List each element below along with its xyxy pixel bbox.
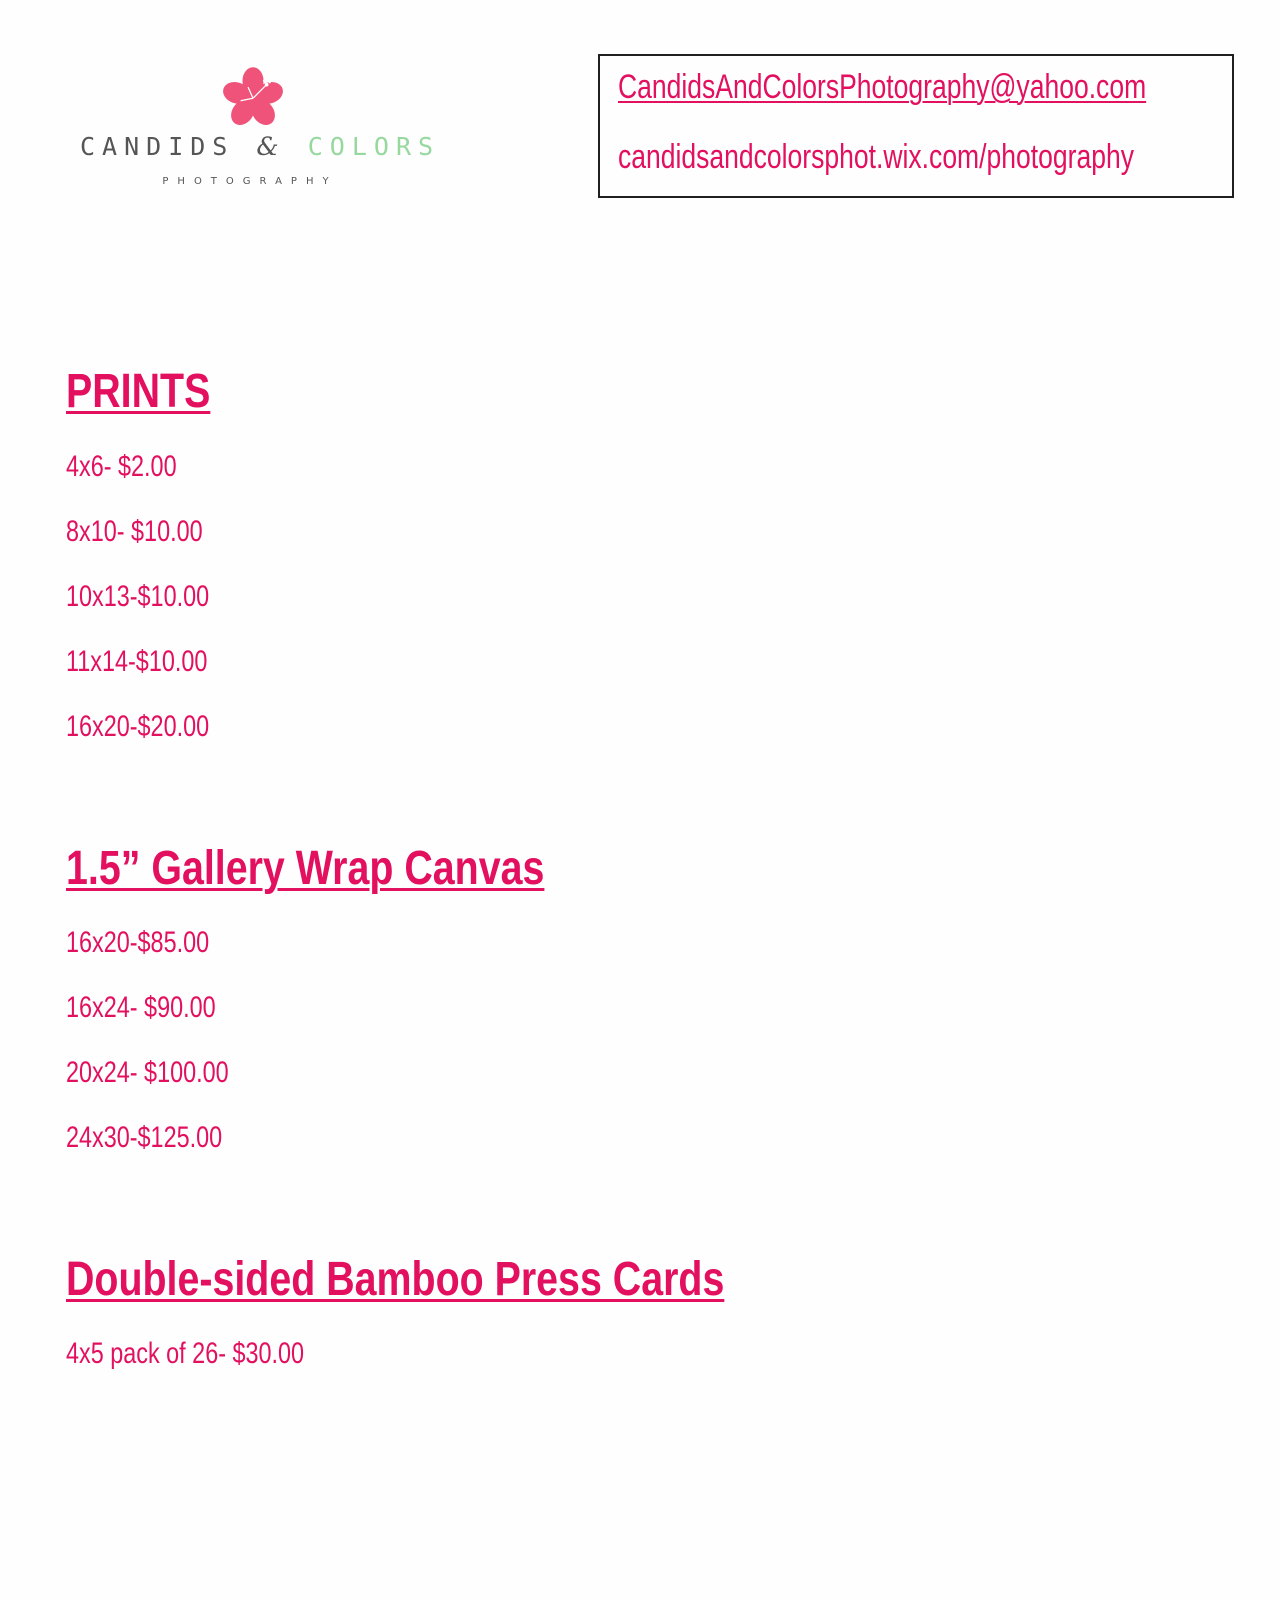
price-item: 16x20-$20.00	[66, 710, 210, 743]
contact-box	[598, 54, 1234, 198]
brand-logo	[80, 40, 441, 240]
price-item: 16x24- $90.00	[66, 991, 216, 1024]
contact-email-link[interactable]: CandidsAndColorsPhotography@yahoo.com	[618, 68, 1147, 106]
price-item: 4x6- $2.00	[66, 450, 177, 483]
hibiscus-icon	[222, 66, 284, 128]
section-heading-prints: PRINTS	[66, 365, 211, 418]
price-item: 10x13-$10.00	[66, 580, 210, 613]
section-heading-press-cards: Double-sided Bamboo Press Cards	[66, 1253, 725, 1306]
price-item: 4x5 pack of 26- $30.00	[66, 1337, 305, 1370]
price-item: 24x30-$125.00	[66, 1121, 223, 1154]
brand-subtitle: PHOTOGRAPHY	[162, 176, 338, 187]
brand-name: CANDIDS & COLORS	[80, 132, 441, 161]
price-item: 8x10- $10.00	[66, 515, 203, 548]
contact-website: candidsandcolorsphot.wix.com/photography	[618, 138, 1134, 176]
section-heading-canvas: 1.5” Gallery Wrap Canvas	[66, 842, 545, 895]
price-item: 16x20-$85.00	[66, 926, 210, 959]
price-item: 20x24- $100.00	[66, 1056, 229, 1089]
price-item: 11x14-$10.00	[66, 645, 208, 678]
